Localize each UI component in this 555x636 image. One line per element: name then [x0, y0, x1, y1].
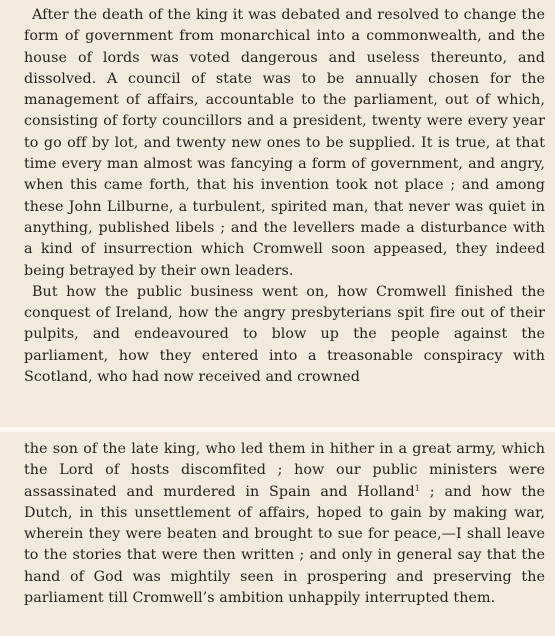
paragraph-continuation	[0, 432, 555, 609]
paragraph-council-of-state: After the death of the king it was debated and resolved to change the form of government from monarchical into a commonwealth, and the house of lords was voted dangerous and useless thereunto, and dissolved. A council of state was to be annually chosen for the management of affairs, accountable to the parliament, out of which, consisting of forty councillors and a president, twenty were every year to go off by lot, and twenty new ones to be supplied. It is true, at that time every man almost was fancying a form of government, and angry, when this came forth, that his invention took not place ; and among these John Lilburne, a turbulent, spirited man, that never was quiet in anything, published libels ; and the levellers made a disturbance with a kind of insurrection which Cromwell soon appeased, they indeed being betrayed by their own leaders.	[24, 7, 545, 279]
footnote-marker: 1	[414, 483, 420, 493]
paragraph-public-business: But how the public business went on, how Cromwell finished the conquest of Ireland, how the angry presbyterians spit fire out of their pulpits, and endeavoured to blow up the people against the parliament, how they entered into a treasonable conspiracy with Scotland, who had now received and crowned	[24, 283, 545, 386]
scan-lower-section	[0, 432, 555, 636]
continuation-text-b: ; and how the Dutch, in this unsettlement of affairs, hoped to gain by making war, wherein they were beaten and brought to sue for peace,—I shall leave to the stories that were then written ; and only in general say that the hand of God was mightily seen in prospering and preserving the parliament till Cromwell’s ambition unhappily interrupted them.	[24, 483, 546, 607]
continuation-text-a: the son of the late king, who led them in hither in a great army, which the Lord of hosts discomfited ; how our public ministers were assassinated and murdered in Spain and Holland	[24, 441, 545, 500]
